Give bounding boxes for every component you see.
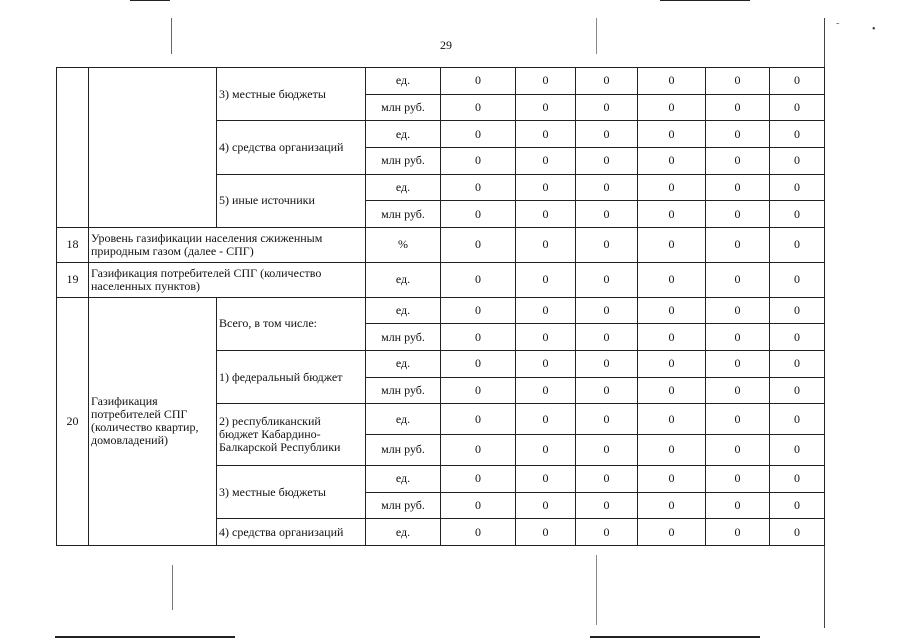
scan-artifact-line — [172, 565, 173, 610]
value-cell: 0 — [441, 377, 516, 404]
value-cell: 0 — [706, 262, 770, 297]
table-row — [57, 297, 825, 324]
page-number: 29 — [440, 38, 452, 52]
value-cell: 0 — [441, 262, 516, 297]
scan-artifact-line — [590, 636, 760, 638]
value-cell: 0 — [441, 404, 516, 435]
value-cell: 0 — [638, 121, 706, 148]
value-cell: 0 — [516, 519, 576, 546]
funding-source-cell: Всего, в том числе: — [217, 297, 366, 350]
value-cell: 0 — [441, 519, 516, 546]
value-cell: 0 — [706, 492, 770, 519]
funding-source-cell: 5) иные источники — [217, 174, 366, 227]
unit-cell: ед. — [366, 68, 441, 95]
funding-source-cell: 4) средства организаций — [217, 519, 366, 546]
unit-cell: млн руб. — [366, 147, 441, 174]
scan-artifact-line — [171, 18, 172, 54]
value-cell: 0 — [706, 519, 770, 546]
indicator-name-cell: Уровень газификации населения сжиженным природным газом (далее - СПГ) — [89, 227, 366, 262]
value-cell: 0 — [441, 227, 516, 262]
value-cell: 0 — [770, 404, 825, 435]
unit-cell: ед. — [366, 351, 441, 378]
value-cell: 0 — [441, 174, 516, 201]
value-cell: 0 — [516, 201, 576, 228]
value-cell: 0 — [516, 435, 576, 466]
scan-artifact-line — [596, 18, 597, 54]
value-cell: 0 — [441, 435, 516, 466]
value-cell: 0 — [441, 351, 516, 378]
value-cell: 0 — [638, 519, 706, 546]
value-cell: 0 — [441, 147, 516, 174]
value-cell: 0 — [576, 94, 638, 121]
funding-source-cell: 1) федеральный бюджет — [217, 351, 366, 404]
unit-cell: млн руб. — [366, 94, 441, 121]
value-cell: 0 — [770, 68, 825, 95]
value-cell: 0 — [441, 297, 516, 324]
unit-cell: ед. — [366, 174, 441, 201]
value-cell: 0 — [638, 377, 706, 404]
value-cell: 0 — [770, 297, 825, 324]
unit-cell: млн руб. — [366, 324, 441, 351]
indicators-table — [56, 67, 825, 546]
value-cell: 0 — [638, 201, 706, 228]
value-cell: 0 — [706, 297, 770, 324]
value-cell: 0 — [706, 94, 770, 121]
scan-artifact-mark: ˜ — [836, 22, 840, 33]
value-cell: 0 — [770, 201, 825, 228]
unit-cell: % — [366, 227, 441, 262]
row-number-cell — [57, 68, 89, 228]
funding-source-cell: 4) средства организаций — [217, 121, 366, 174]
value-cell: 0 — [638, 68, 706, 95]
value-cell: 0 — [706, 68, 770, 95]
value-cell: 0 — [441, 201, 516, 228]
value-cell: 0 — [706, 147, 770, 174]
value-cell: 0 — [770, 227, 825, 262]
value-cell: 0 — [770, 262, 825, 297]
row-number-cell: 20 — [57, 297, 89, 545]
unit-cell: млн руб. — [366, 377, 441, 404]
funding-source-cell: 2) республиканский бюджет Кабардино-Балкарской Республики — [217, 404, 366, 466]
table-row — [57, 262, 825, 297]
value-cell: 0 — [441, 492, 516, 519]
value-cell: 0 — [576, 227, 638, 262]
value-cell: 0 — [770, 324, 825, 351]
value-cell: 0 — [516, 465, 576, 492]
scan-artifact-line — [660, 0, 750, 1]
funding-source-cell: 3) местные бюджеты — [217, 465, 366, 518]
value-cell: 0 — [638, 94, 706, 121]
value-cell: 0 — [638, 435, 706, 466]
unit-cell: ед. — [366, 465, 441, 492]
unit-cell: млн руб. — [366, 435, 441, 466]
value-cell: 0 — [638, 492, 706, 519]
value-cell: 0 — [516, 94, 576, 121]
value-cell: 0 — [516, 351, 576, 378]
value-cell: 0 — [706, 404, 770, 435]
value-cell: 0 — [770, 492, 825, 519]
unit-cell: млн руб. — [366, 201, 441, 228]
value-cell: 0 — [706, 377, 770, 404]
value-cell: 0 — [770, 435, 825, 466]
value-cell: 0 — [706, 227, 770, 262]
value-cell: 0 — [576, 121, 638, 148]
value-cell: 0 — [770, 147, 825, 174]
unit-cell: ед. — [366, 404, 441, 435]
unit-cell: ед. — [366, 121, 441, 148]
value-cell: 0 — [576, 174, 638, 201]
unit-cell: ед. — [366, 297, 441, 324]
value-cell: 0 — [441, 121, 516, 148]
scan-artifact-mark: • — [872, 24, 876, 35]
value-cell: 0 — [516, 262, 576, 297]
scan-artifact-line — [596, 555, 597, 625]
value-cell: 0 — [441, 465, 516, 492]
row-number-cell: 18 — [57, 227, 89, 262]
value-cell: 0 — [516, 404, 576, 435]
indicator-name-cell: Газификация потребителей СПГ (количество населенных пунктов) — [89, 262, 366, 297]
value-cell: 0 — [576, 465, 638, 492]
value-cell: 0 — [770, 465, 825, 492]
unit-cell: млн руб. — [366, 492, 441, 519]
value-cell: 0 — [441, 68, 516, 95]
value-cell: 0 — [576, 324, 638, 351]
value-cell: 0 — [638, 404, 706, 435]
value-cell: 0 — [638, 324, 706, 351]
value-cell: 0 — [638, 465, 706, 492]
value-cell: 0 — [576, 262, 638, 297]
value-cell: 0 — [576, 201, 638, 228]
value-cell: 0 — [638, 262, 706, 297]
value-cell: 0 — [770, 351, 825, 378]
value-cell: 0 — [576, 492, 638, 519]
value-cell: 0 — [516, 377, 576, 404]
value-cell: 0 — [516, 227, 576, 262]
value-cell: 0 — [576, 351, 638, 378]
indicator-name-cell — [89, 68, 217, 228]
value-cell: 0 — [706, 174, 770, 201]
value-cell: 0 — [706, 351, 770, 378]
table-row — [57, 68, 825, 95]
value-cell: 0 — [576, 68, 638, 95]
value-cell: 0 — [770, 121, 825, 148]
value-cell: 0 — [441, 324, 516, 351]
table-row — [57, 227, 825, 262]
value-cell: 0 — [516, 121, 576, 148]
value-cell: 0 — [770, 519, 825, 546]
value-cell: 0 — [706, 435, 770, 466]
unit-cell: ед. — [366, 519, 441, 546]
value-cell: 0 — [706, 324, 770, 351]
scan-artifact-line — [130, 0, 170, 1]
value-cell: 0 — [638, 174, 706, 201]
value-cell: 0 — [638, 351, 706, 378]
value-cell: 0 — [576, 377, 638, 404]
value-cell: 0 — [706, 465, 770, 492]
value-cell: 0 — [576, 519, 638, 546]
value-cell: 0 — [516, 492, 576, 519]
value-cell: 0 — [706, 201, 770, 228]
value-cell: 0 — [706, 121, 770, 148]
unit-cell: ед. — [366, 262, 441, 297]
value-cell: 0 — [576, 147, 638, 174]
value-cell: 0 — [770, 174, 825, 201]
value-cell: 0 — [576, 435, 638, 466]
value-cell: 0 — [770, 377, 825, 404]
value-cell: 0 — [638, 227, 706, 262]
value-cell: 0 — [516, 174, 576, 201]
indicator-name-cell: Газификация потребителей СПГ (количество квартир, домовладений) — [89, 297, 217, 545]
value-cell: 0 — [638, 297, 706, 324]
value-cell: 0 — [441, 94, 516, 121]
value-cell: 0 — [638, 147, 706, 174]
row-number-cell: 19 — [57, 262, 89, 297]
value-cell: 0 — [770, 94, 825, 121]
scan-artifact-line — [55, 636, 235, 638]
value-cell: 0 — [576, 297, 638, 324]
value-cell: 0 — [516, 324, 576, 351]
value-cell: 0 — [516, 68, 576, 95]
value-cell: 0 — [516, 297, 576, 324]
value-cell: 0 — [576, 404, 638, 435]
funding-source-cell: 3) местные бюджеты — [217, 68, 366, 121]
value-cell: 0 — [516, 147, 576, 174]
